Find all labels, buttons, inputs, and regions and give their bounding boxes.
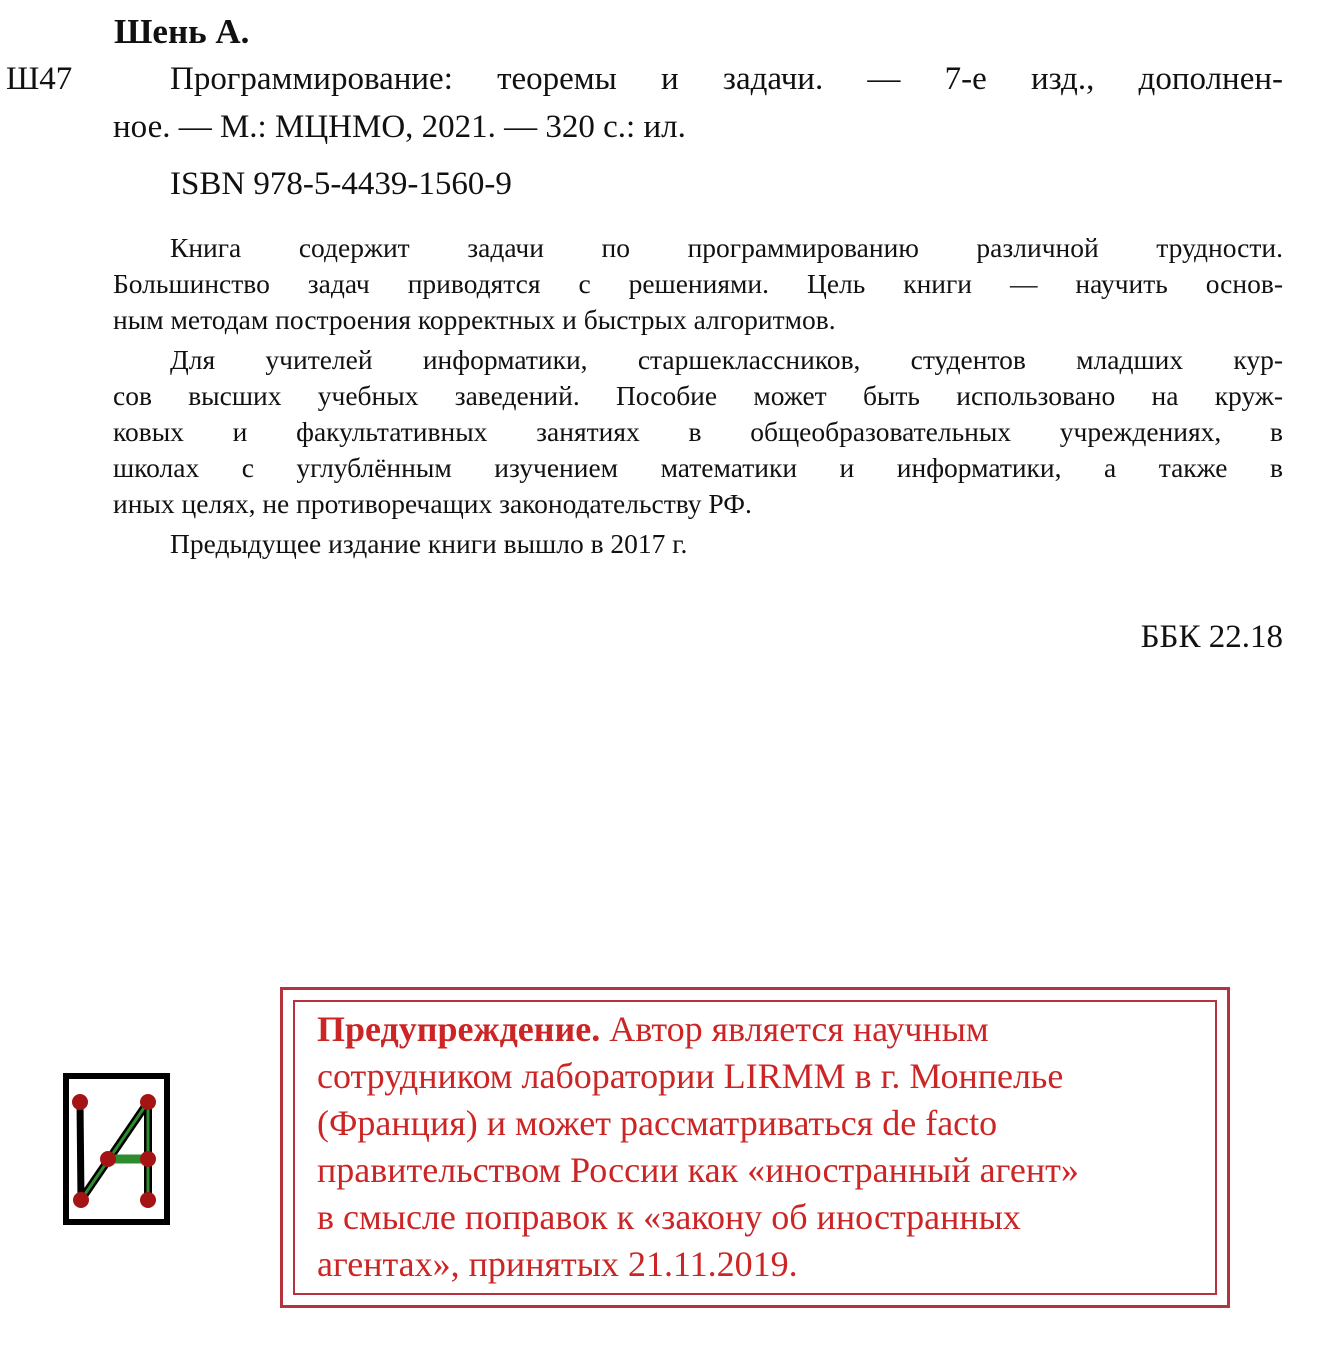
publisher-graph-logo xyxy=(63,1073,170,1225)
text-line: в смысле поправок к «закону об иностранных xyxy=(317,1197,1021,1237)
logo-edges xyxy=(80,1102,148,1200)
text-line: Программирование: теоремы и задачи. — 7-е изд., дополнен- xyxy=(170,61,1283,97)
bbk-code: ББК 22.18 xyxy=(1140,619,1283,655)
text-line: Большинство задач приводятся с решениями. Цель книги — научить основ- xyxy=(113,268,1283,299)
text-line: иных целях, не противоречащих законодательству РФ. xyxy=(113,488,752,519)
text-line: сов высших учебных заведений. Пособие может быть использовано на круж- xyxy=(113,380,1283,411)
annotation-paragraph-3 xyxy=(113,526,1283,562)
text-line: правительством России как «иностранный агент» xyxy=(317,1150,1079,1190)
warning-first-line xyxy=(317,1006,1197,1053)
text-line: ным методам построения корректных и быстрых алгоритмов. xyxy=(113,304,836,335)
text-line: (Франция) и может рассматриваться de facto xyxy=(317,1103,998,1143)
catalog-code: Ш47 xyxy=(6,61,73,97)
warning-box-inner-frame xyxy=(293,1000,1217,1295)
text-line: агентах», принятых 21.11.2019. xyxy=(317,1244,798,1284)
annotation-block xyxy=(113,230,1283,562)
annotation-paragraph-2 xyxy=(113,342,1283,522)
warning-heading: Предупреждение. xyxy=(317,1009,601,1049)
text-line: ковых и факультативных занятиях в общеобразовательных учреждениях, в xyxy=(113,416,1283,447)
text-line: ное. — М.: МЦНМО, 2021. — 320 с.: ил. xyxy=(113,109,686,145)
bibliographic-entry xyxy=(113,55,1283,151)
text-line: Для учителей информатики, старшеклассников, студентов младших кур- xyxy=(170,344,1283,375)
text-line: Книга содержит задачи по программированию различной трудности. xyxy=(170,232,1283,263)
isbn-number: ISBN 978-5-4439-1560-9 xyxy=(170,166,512,202)
warning-box xyxy=(280,987,1230,1308)
text-line: школах с углублённым изучением математики и информатики, а также в xyxy=(113,452,1283,483)
warning-first-line-rest: Автор является научным xyxy=(600,1009,989,1049)
text-line: сотрудником лаборатории LIRMM в г. Монпелье xyxy=(317,1056,1064,1096)
annotation-paragraph-1 xyxy=(113,230,1283,338)
text-line: Предыдущее издание книги вышло в 2017 г. xyxy=(170,528,688,559)
warning-text-lines xyxy=(317,1053,1197,1288)
author-heading: Шень А. xyxy=(114,12,250,51)
